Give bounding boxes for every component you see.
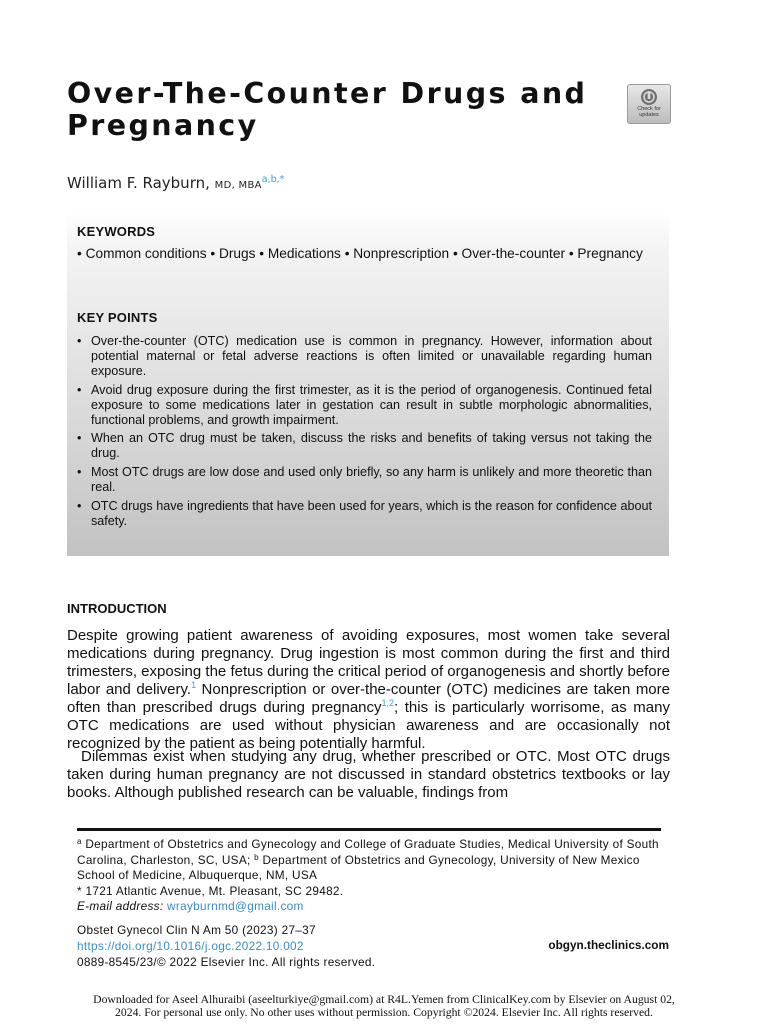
badge-label-line2: updates	[639, 111, 659, 118]
introduction-heading: INTRODUCTION	[67, 601, 167, 616]
email-link[interactable]: wrayburnmd@gmail.com	[167, 899, 304, 913]
keywords-heading: KEYWORDS	[77, 224, 156, 239]
key-point-item: • Over-the-counter (OTC) medication use is common in pregnancy. However, information about potential maternal or fetal adverse reactions is often limited or unavailable regarding human exposure.	[77, 334, 652, 379]
corresponding-address: * 1721 Atlantic Avenue, Mt. Pleasant, SC 29482.	[77, 883, 344, 898]
author-degrees: MD, MBA	[214, 180, 262, 191]
intro-paragraph-1: Despite growing patient awareness of avoiding exposures, most women take several medications during pregnancy. Drug ingestion is most common during the first and third trimesters, exposing the fetus during the critical period of organogenesis and shortly before labor and delivery.$^1$ Nonprescription or over-the-counter (OTC) medicines are taken more often than prescribed drugs during pregnancy$^{1,2}$; this is particularly worrisome, as many OTC medications are used without physician awareness and are occasionally not recognized by the patient as being potentially harmful.	[67, 627, 670, 752]
key-point-item: • Most OTC drugs are low dose and used only briefly, so any harm is unlikely and more theoretic than real.	[77, 465, 652, 495]
author-name: William F. Rayburn,	[67, 174, 210, 192]
email-label: E-mail address:	[77, 899, 164, 913]
copyright-line: 0889-8545/23/© 2022 Elsevier Inc. All rights reserved.	[77, 955, 376, 969]
key-point-item: • OTC drugs have ingredients that have been used for years, which is the reason for confidence about safety.	[77, 499, 652, 529]
author-line	[67, 174, 284, 192]
article-title: Over-The-Counter Drugs and Pregnancy	[67, 77, 588, 142]
badge-label-line1: Check for	[637, 106, 661, 112]
key-points-list	[77, 334, 652, 532]
key-point-item: • Avoid drug exposure during the first trimester, as it is the period of organogenesis. Continued fetal exposure to some medications later in gestation can result in subtle morphologic abnormalities, functional problems, and growth impairment.	[77, 383, 652, 428]
intro-paragraph-2: Dilemmas exist when studying any drug, whether prescribed or OTC. Most OTC drugs taken during human pregnancy are not discussed in standard obstetrics textbooks or lay books. Although published research can be valuable, findings from	[67, 748, 670, 801]
check-for-updates-icon	[640, 88, 658, 106]
download-notice: Downloaded for Aseel Alhuraibi (aseelturkiye@gmail.com) at R4L.Yemen from ClinicalKey.com by Elsevier on August 02, 2024. For personal use only. No other uses without permission. Copyright ©2024. Elsevier Inc. All rights reserved.	[93, 993, 675, 1019]
citation-block	[77, 922, 375, 970]
citation-ref[interactable]: 1,2	[381, 698, 395, 708]
footnote-divider	[77, 828, 661, 831]
footnotes	[77, 837, 661, 915]
journal-citation: Obstet Gynecol Clin N Am 50 (2023) 27–37	[77, 923, 316, 937]
check-for-updates-badge[interactable]	[627, 84, 671, 124]
affiliations: $^a$ Department of Obstetrics and Gynecology and College of Graduate Studies, Medical University of South Carolina, Charleston, SC, USA; $^b$ Department of Obstetrics and Gynecology, University of New Mexico School of Medicine, Albuquerque, NM, USA	[77, 837, 659, 882]
email-line	[77, 899, 661, 915]
author-affiliation-refs[interactable]: a,b,*	[261, 174, 285, 185]
doi-link[interactable]: https://doi.org/10.1016/j.ogc.2022.10.002	[77, 939, 304, 953]
keywords-list: • Common conditions • Drugs • Medications • Nonprescription • Over-the-counter • Pregnancy	[77, 246, 643, 261]
key-points-heading: KEY POINTS	[77, 310, 158, 325]
journal-site-link[interactable]: obgyn.theclinics.com	[548, 938, 669, 952]
key-point-item: • When an OTC drug must be taken, discuss the risks and benefits of taking versus not taking the drug.	[77, 431, 652, 461]
citation-ref[interactable]: 1	[191, 680, 197, 690]
